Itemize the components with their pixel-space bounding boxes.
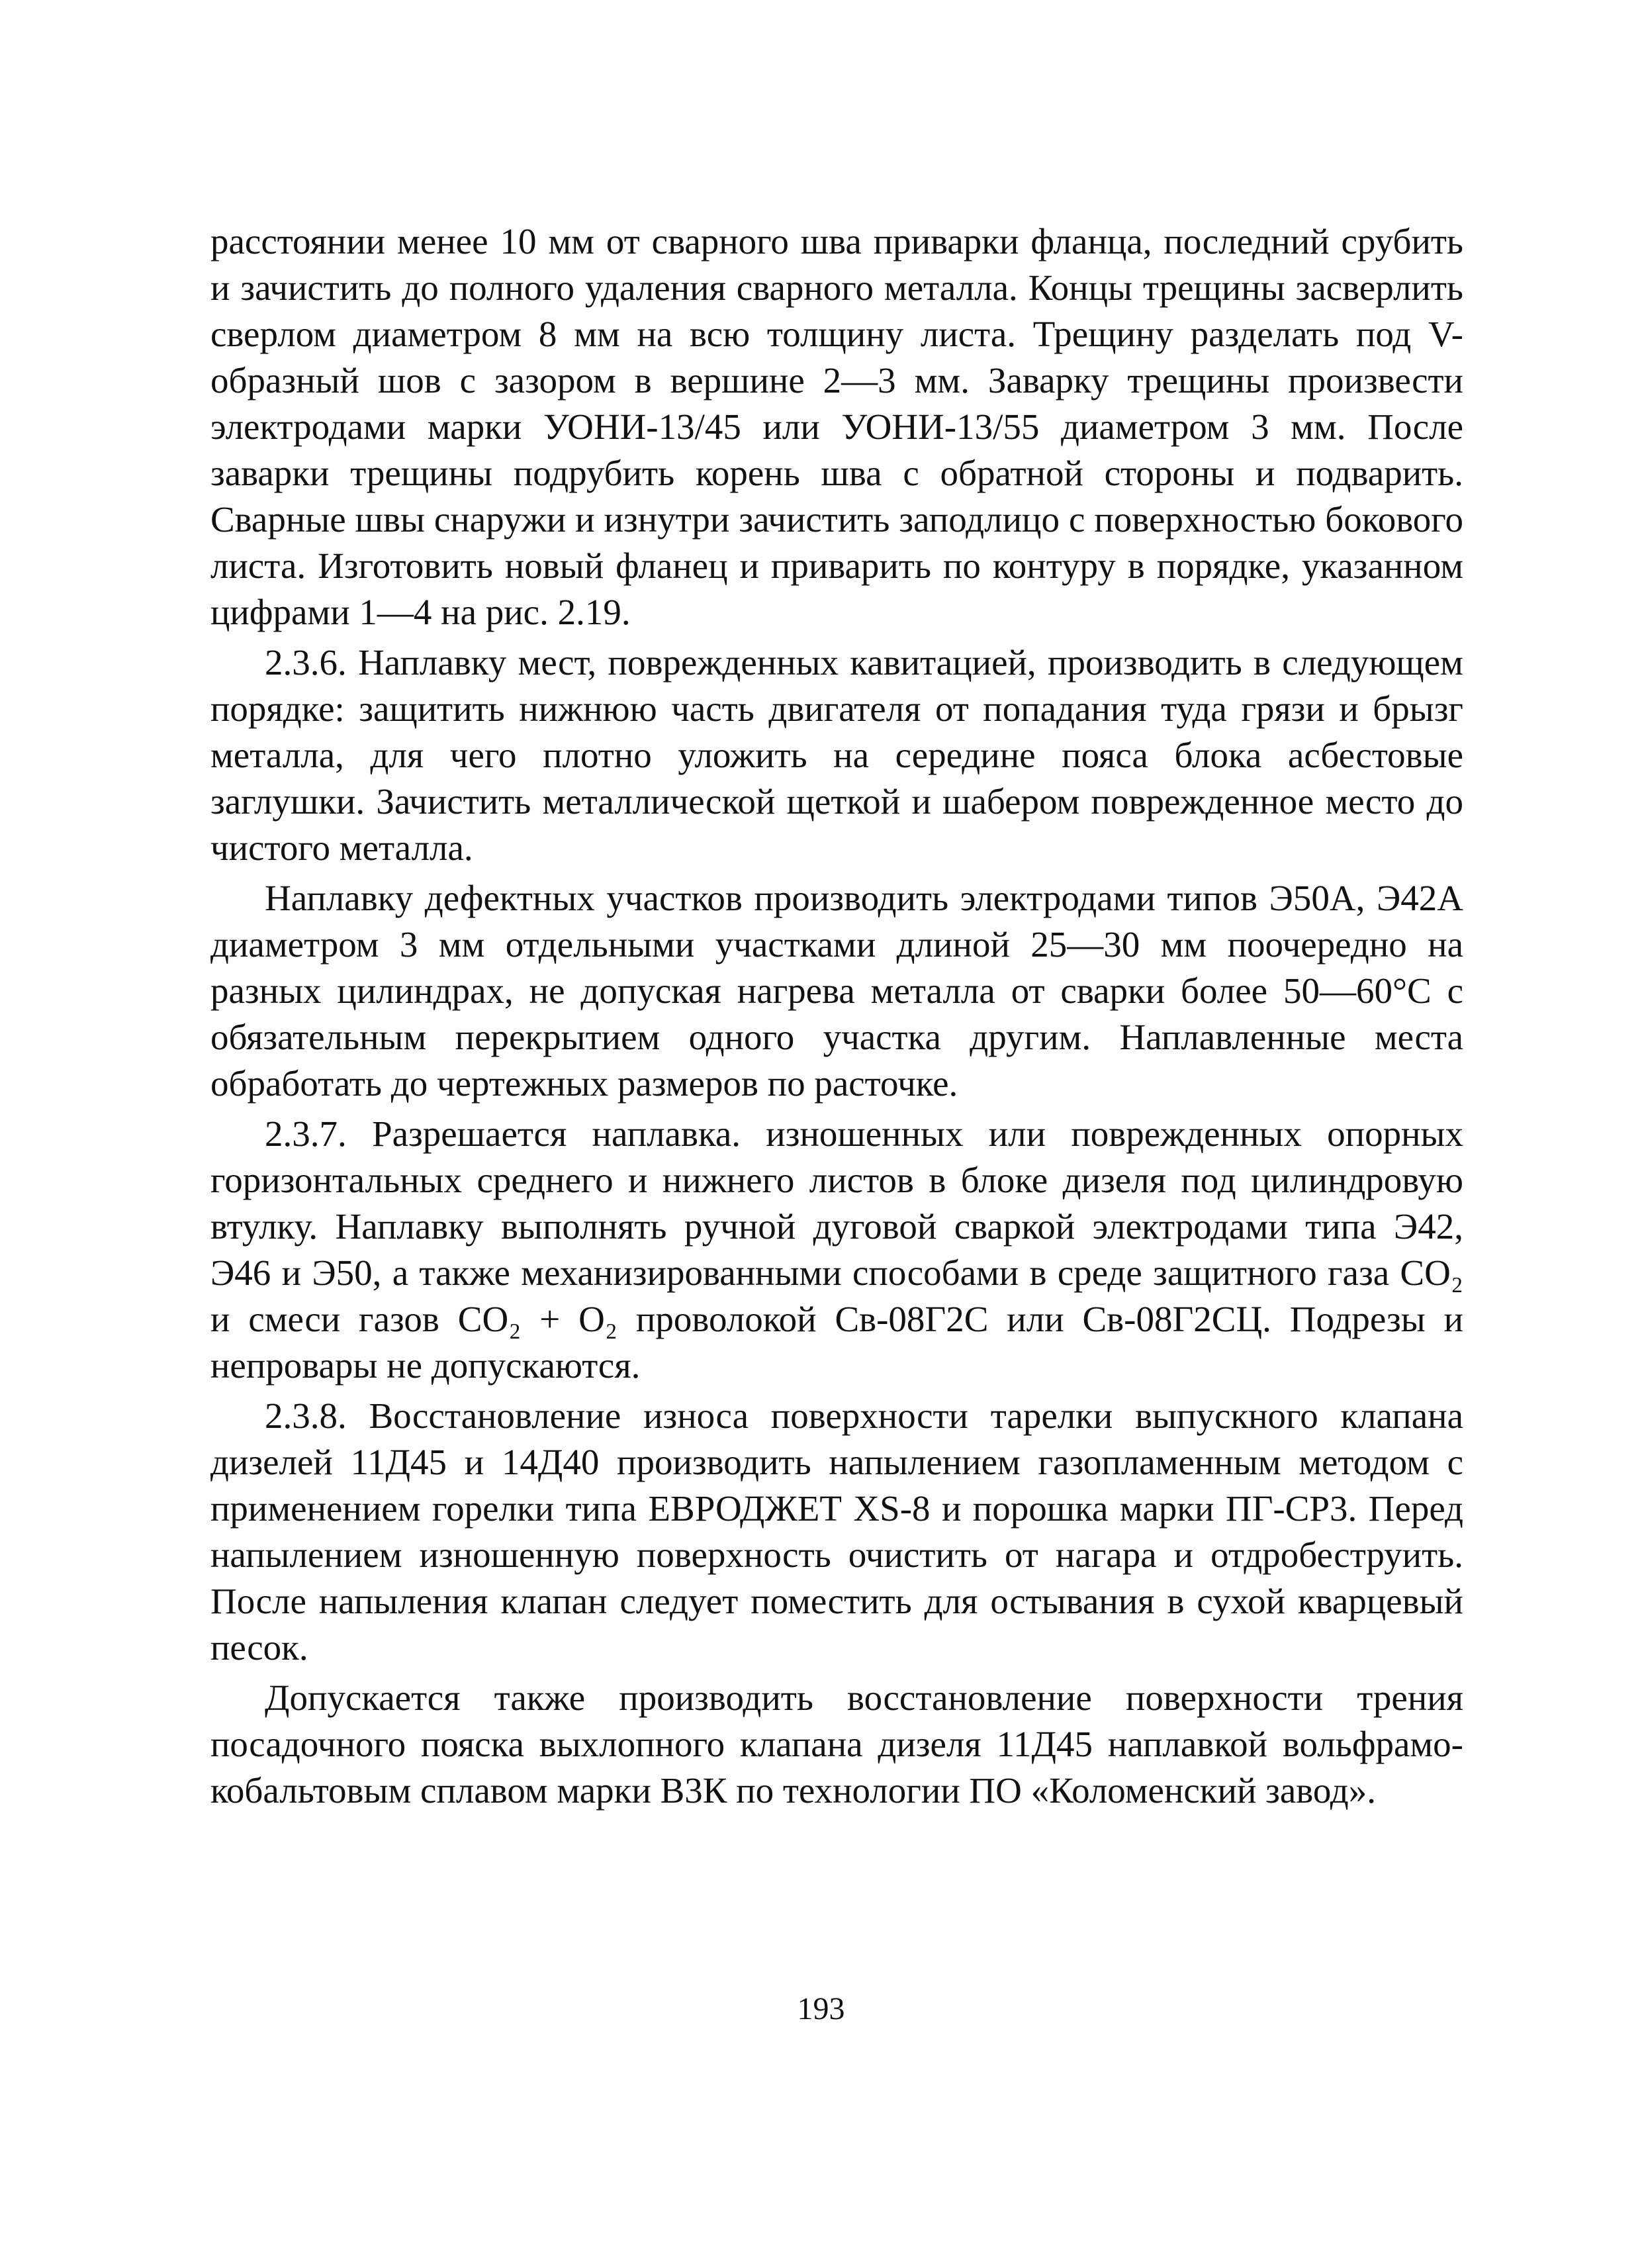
paragraph-surfacing-defects: Наплавку дефектных участков производить электродами типов Э50А, Э42А диаметром 3 мм отдельными участками длиной 25—30 мм поочередно на разных цилиндрах, не допуская нагрева металла от сварки более 50—60°С с обязательным перекрытием одного участка другим. Наплавленные места обработать до чертежных размеров по расточке. xyxy=(210,878,1463,1104)
paragraph-2-3-7: 2.3.7. Разрешается наплавка. изношенных или поврежденных опорных горизонтальных среднего и нижнего листов в блоке дизеля под цилиндровую втулку. Наплавку выполнять ручной дуговой сваркой электродами типа Э42, Э46 и Э50, а также механизированными способами в среде защитного газа CO₂ и смеси газов CO₂ + O₂ проволокой Св-08Г2С или Св-08Г2СЦ. Подрезы и непровары не допускаются. xyxy=(210,1113,1463,1386)
paragraph-continuation: расстоянии менее 10 мм от сварного шва приварки фланца, последний срубить и зачистить до полного удаления сварного металла. Концы трещины засверлить сверлом диаметром 8 мм на всю толщину листа. Трещину разделать под V-образный шов с зазором в вершине 2—3 мм. Заварку трещины произвести электродами марки УОНИ-13/45 или УОНИ-13/55 диаметром 3 мм. После заварки трещины подрубить корень шва с обратной стороны и подварить. Сварные швы снаружи и изнутри зачистить заподлицо с поверхностью бокового листа. Изготовить новый фланец и приварить по контуру в порядке, указанном цифрами 1—4 на рис. 2.19. xyxy=(210,221,1463,632)
paragraph-valve-restoration: Допускается также производить восстановление поверхности трения посадочного пояска выхлопного клапана дизеля 11Д45 наплавкой вольфрамо-кобальтовым сплавом марки В3К по технологии ПО «Коломенский завод». xyxy=(210,1677,1463,1811)
page-number: 193 xyxy=(797,1991,845,2026)
body-text xyxy=(210,218,1463,1818)
paragraph-2-3-8: 2.3.8. Восстановление износа поверхности тарелки выпускного клапана дизелей 11Д45 и 14Д40 производить напылением газопламенным методом с применением горелки типа ЕВРОДЖЕТ XS-8 и порошка марки ПГ-СР3. Перед напылением изношенную поверхность очистить от нагара и отдробеструить. После напыления клапан следует поместить для остывания в сухой кварцевый песок. xyxy=(210,1395,1463,1668)
paragraph-2-3-6: 2.3.6. Наплавку мест, поврежденных кавитацией, производить в следующем порядке: защитить нижнюю часть двигателя от попадания туда грязи и брызг металла, для чего плотно уложить на середине пояса блока асбестовые заглушки. Зачистить металлической щеткой и шабером поврежденное место до чистого металла. xyxy=(210,642,1463,868)
